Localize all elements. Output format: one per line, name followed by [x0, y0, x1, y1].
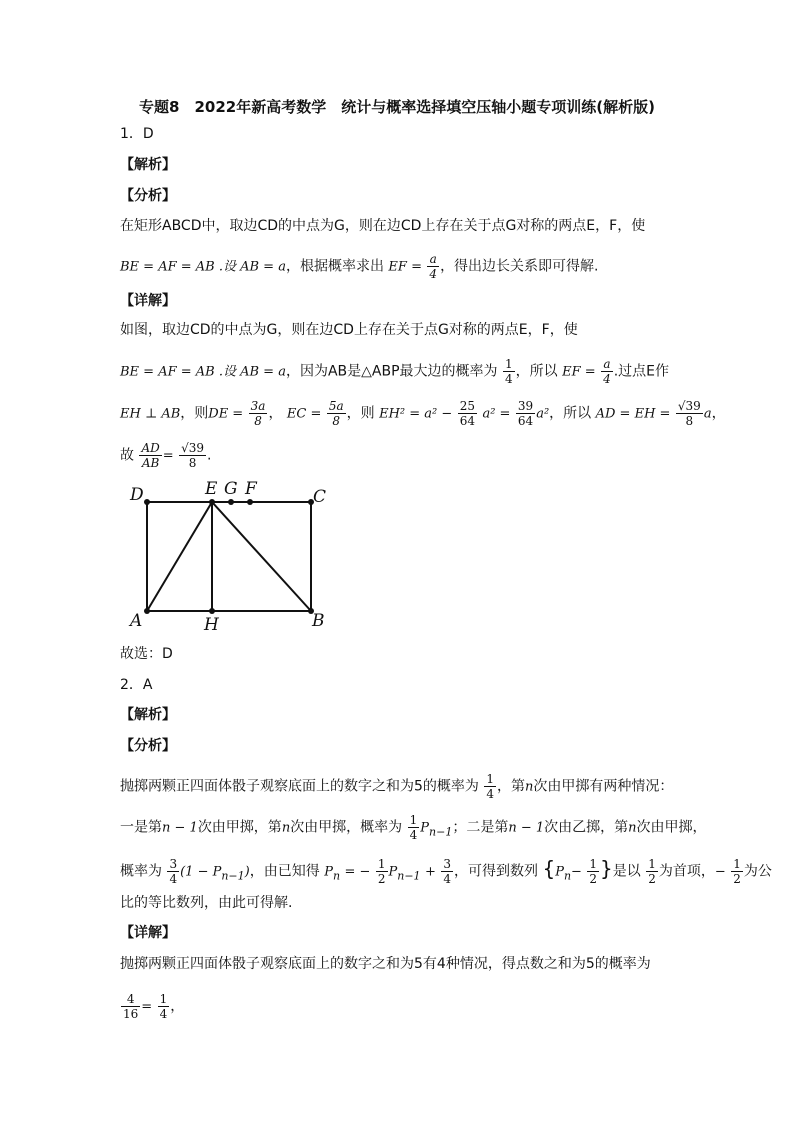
rectangle-abcd [147, 502, 311, 611]
fraction: $\frac{AD}{AB}$ [141, 441, 160, 470]
q1-xiangjie-line3: EH ⊥ AB，则DE = $\frac{3a}{8}$ ， EC = $\frac{5a}{8}$ ，则 EH² = a² − $\frac{25}{64}$ a² = $\frac{39}{64}$ a²，所以 AD = EH = $\frac{√39}{8}$ a， [120, 399, 726, 428]
fraction: $\frac{1}{4}$ [505, 357, 513, 386]
page-title: 专题8 2022年新高考数学 统计与概率选择填空压轴小题专项训练(解析版) [139, 98, 655, 116]
label-h: H [204, 615, 219, 635]
fraction: $\frac{√39}{8}$ [677, 399, 701, 428]
fraction: $\frac{√39}{8}$ [181, 441, 205, 470]
fraction: $\frac{3}{4}$ [443, 857, 452, 886]
fraction: $\frac{1}{2}$ [377, 857, 386, 886]
q1-answer: 1．D [120, 126, 154, 142]
fraction: $\frac{1}{2}$ [648, 857, 656, 886]
fraction: $\frac{4}{16}$ [123, 992, 139, 1021]
fraction: $\frac{a}{4}$ [603, 357, 611, 386]
q2-fenxi-line2: 一是第n − 1次由甲掷，第n次由甲掷，概率为 $\frac{1}{4}$ $P_{n-1}$；二是第n − 1次由乙掷，第n次由甲掷， [120, 813, 707, 842]
geometry-figure [120, 476, 350, 636]
label-e: E [205, 479, 218, 499]
segment-ae [147, 502, 212, 611]
q2-answer: 2．A [120, 677, 153, 693]
fraction: $\frac{1}{2}$ [733, 857, 741, 886]
fraction: $\frac{1}{4}$ [159, 992, 168, 1021]
label-d: D [130, 485, 144, 505]
point-d [144, 499, 150, 505]
fraction: $\frac{3}{4}$ [169, 857, 178, 886]
q2-xiangjie-line1: 抛掷两颗正四面体骰子观察底面上的数字之和为5有4种情况，得点数之和为5的概率为 [120, 956, 651, 972]
q1-fenxi-line2: BE = AF = AB .设 AB = a，根据概率求出 EF = $\frac{a}{4}$ ，得出边长关系即可得解. [120, 252, 599, 281]
label-c: C [313, 487, 327, 507]
label-f: F [245, 479, 257, 499]
fraction: $\frac{3a}{8}$ [250, 399, 266, 428]
point-a [144, 608, 150, 614]
label-a: A [130, 611, 143, 631]
q1-xiangjie-heading: 【详解】 [120, 293, 176, 309]
q2-fenxi-line3: 概率为 $\frac{3}{4}$ $(1 - P_{n-1})$，由已知得 $P_n$ = − $\frac{1}{2}$ $P_{n-1}$ + $\frac{3}{4}$ ，可得到数列 {$P_n-$ $\frac{1}{2}$ }是以 $\frac{1}{2}$ 为首项，− $\frac{1}{2}$ 为公 [120, 856, 772, 886]
point-g [228, 499, 234, 505]
fraction: $\frac{39}{64}$ [517, 399, 534, 428]
fraction: $\frac{a}{4}$ [429, 252, 438, 281]
q1-choice: 故选：D [120, 646, 173, 662]
segment-eb [212, 502, 311, 611]
q1-fenxi-line1: 在矩形ABCD中，取边CD的中点为G，则在边CD上存在关于点G对称的两点E，F，使 [120, 218, 646, 234]
point-f [247, 499, 253, 505]
q1-jiexi-heading: 【解析】 [120, 157, 176, 173]
q2-fenxi-line1: 抛掷两颗正四面体骰子观察底面上的数字之和为5的概率为 $\frac{1}{4}$ ，第n次由甲掷有两种情况： [120, 772, 674, 801]
label-g: G [224, 479, 238, 499]
q2-jiexi-heading: 【解析】 [120, 707, 176, 723]
fraction: $\frac{25}{64}$ [459, 399, 475, 428]
q1-xiangjie-line1: 如图，取边CD的中点为G，则在边CD上存在关于点G对称的两点E，F，使 [120, 322, 578, 338]
fraction: $\frac{1}{2}$ [589, 857, 598, 886]
point-e [209, 499, 215, 505]
q2-fenxi-line4: 比的等比数列，由此可得解. [120, 895, 293, 911]
q1-xiangjie-line4: 故 $\frac{AD}{AB}$ = $\frac{√39}{8}$ . [120, 441, 212, 470]
fraction: $\frac{5a}{8}$ [328, 399, 344, 428]
label-b: B [312, 611, 325, 631]
q2-xiangjie-line2: $\frac{4}{16}$ = $\frac{1}{4}$ ， [123, 992, 185, 1021]
q2-xiangjie-heading: 【详解】 [120, 925, 176, 941]
q2-fenxi-heading: 【分析】 [120, 738, 176, 754]
point-h [209, 608, 215, 614]
q1-fenxi-heading: 【分析】 [120, 188, 176, 204]
q1-xiangjie-line2: BE = AF = AB .设 AB = a，因为AB是△ABP最大边的概率为 $\frac{1}{4}$ ，所以 EF = $\frac{a}{4}$ .过点E作 [120, 357, 670, 386]
fraction: $\frac{1}{4}$ [486, 772, 494, 801]
fraction: $\frac{1}{4}$ [409, 813, 418, 842]
